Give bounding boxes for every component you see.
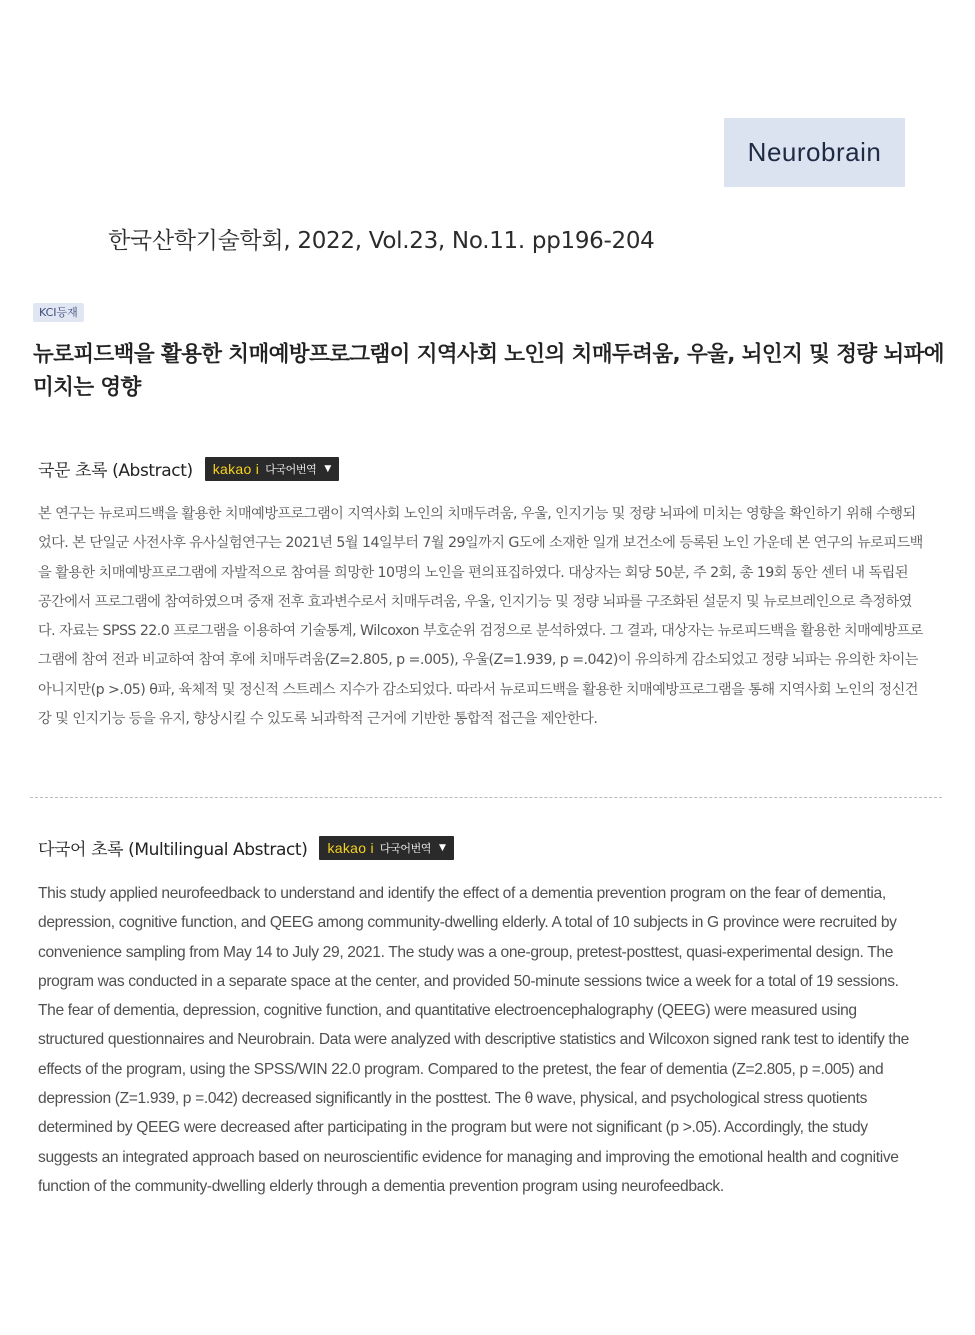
section-divider	[30, 797, 942, 798]
caret-down-icon: ▼	[439, 842, 446, 853]
kci-badge: KCI등재	[33, 303, 84, 322]
abstract-ko-heading: 국문 초록 (Abstract)	[38, 461, 193, 481]
neurobrain-label-box	[724, 118, 905, 187]
translate-button-label: 다국어번역	[265, 462, 317, 476]
abstract-ko-text: 본 연구는 뉴로피드백을 활용한 치매예방프로그램이 지역사회 노인의 치매두려움, 우울, 인지기능 및 정량 뇌파에 미치는 영향을 확인하기 위해 수행되었다. 본 단일군 사전사후 유사실험연구는 2021년 5월 14일부터 7월 29일까지 G도에 소재한 일개 보건소에 등록된 노인 가운데 본 연구의 뉴로피드백을 활용한 치매예방프로그램에 자발적으로 참여를 희망한 10명의 노인을 편의표집하였다. 대상자는 회당 50분, 주 2회, 총 19회 동안 센터 내 독립된 공간에서 프로그램에 참여하였으며 중재 전후 효과변수로서 치매두려움, 우울, 인지기능 및 정량 뇌파를 구조화된 설문지 및 뉴로브레인으로 측정하였다. 자료는 SPSS 22.0 프로그램을 이용하여 기술통계, Wilcoxon 부호순위 검정으로 분석하였다. 그 결과, 대상자는 뉴로피드백을 활용한 치매예방프로그램에 참여 전과 비교하여 참여 후에 치매두려움(Z=2.805, p =.005), 우울(Z=1.939, p =.042)이 유의하게 감소되었고 정량 뇌파는 유의한 차이는 아니지만(p >.05) θ파, 육체적 및 정신적 스트레스 지수가 감소되었다. 따라서 뉴로피드백을 활용한 치매예방프로그램을 통해 지역사회 노인의 정신건강 및 인지기능 등을 유지, 향상시킬 수 있도록 뇌과학적 근거에 기반한 통합적 접근을 제안한다.	[38, 506, 923, 728]
translate-button-ko[interactable]	[205, 457, 339, 481]
abstract-en-text: This study applied neurofeedback to understand and identify the effect of a dementia prevention program on the fear of dementia, depression, cognitive function, and QEEG among community-dwelling elderly. A total of 10 subjects in G province were recruited by convenience sampling from May 14 to July 29, 2021. The study was a one-group, pretest-posttest, quasi-experimental design. The program was conducted in a separate space at the center, and provided 50-minute sessions twice a week for a total of 19 sessions. The fear of dementia, depression, cognitive function, and quantitative electroencephalography (QEEG) were measured using structured questionnaires and Neurobrain. Data were analyzed with descriptive statistics and Wilcoxon signed rank test to identify the effects of the program, using the SPSS/WIN 22.0 program. Compared to the pretest, the fear of dementia (Z=2.805, p =.005) and depression (Z=1.939, p =.042) decreased significantly in the posttest. The θ wave, physical, and psychological stress quotients determined by QEEG were decreased after participating in the program but were not significant (p >.05). Accordingly, the study suggests an integrated approach based on neuroscientific evidence for managing and improving the emotional health and cognitive function of the community-dwelling elderly through a dementia prevention program using neurofeedback.	[38, 885, 910, 1195]
kakao-i-logo: kakao i	[212, 460, 260, 477]
translate-button-en[interactable]	[319, 836, 453, 860]
abstract-en-header	[38, 835, 454, 860]
kakao-i-logo: kakao i	[327, 839, 374, 856]
translate-button-label: 다국어번역	[379, 841, 432, 855]
paper-title: 뉴로피드백을 활용한 치매예방프로그램이 지역사회 노인의 치매두려움, 우울, 뇌인지 및 정량 뇌파에 미치는 영향	[33, 342, 944, 400]
caret-down-icon: ▼	[324, 463, 331, 474]
abstract-en-heading: 다국어 초록 (Multilingual Abstract)	[38, 840, 308, 860]
abstract-ko-header	[38, 456, 339, 481]
neurobrain-label: Neurobrain	[747, 137, 882, 167]
journal-citation: 한국산학기술학회, 2022, Vol.23, No.11. pp196-204	[108, 228, 655, 254]
